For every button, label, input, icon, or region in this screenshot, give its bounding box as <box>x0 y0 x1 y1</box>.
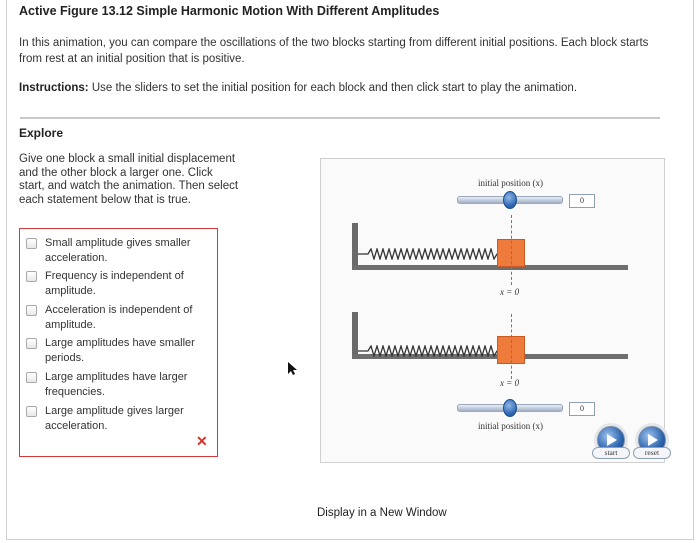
top-equilibrium-label: x = 0 <box>500 287 520 297</box>
bottom-slider-label: initial position (x) <box>478 421 543 431</box>
option-checkbox[interactable] <box>26 238 37 249</box>
option-label: Large amplitudes have smaller periods. <box>45 337 195 364</box>
display-new-window-link[interactable]: Display in a New Window <box>317 507 447 519</box>
incorrect-icon: ✕ <box>196 433 208 449</box>
instructions-text <box>19 82 659 94</box>
option-label: Large amplitudes have larger frequencies. <box>45 371 188 398</box>
top-equilibrium-line <box>511 215 512 285</box>
option-row[interactable] <box>26 269 210 298</box>
option-label: Acceleration is independent of amplitude. <box>45 304 193 331</box>
option-checkbox[interactable] <box>26 305 37 316</box>
option-row[interactable] <box>26 404 210 433</box>
simulation-panel <box>320 158 665 463</box>
option-checkbox[interactable] <box>26 338 37 349</box>
option-checkbox[interactable] <box>26 406 37 417</box>
bottom-slider-value[interactable]: 0 <box>569 402 595 416</box>
reset-label[interactable]: reset <box>633 447 671 459</box>
top-spring-icon <box>358 248 512 260</box>
explore-heading: Explore <box>19 126 64 140</box>
option-row[interactable] <box>26 336 210 365</box>
mouse-cursor-icon <box>288 362 298 376</box>
option-row[interactable] <box>26 303 210 332</box>
option-row[interactable] <box>26 370 210 399</box>
option-checkbox[interactable] <box>26 271 37 282</box>
top-slider-label: initial position (x) <box>478 178 543 188</box>
option-label: Large amplitude gives larger acceleration. <box>45 405 184 432</box>
bottom-spring-icon <box>358 345 512 357</box>
answer-options-box <box>19 228 218 457</box>
bottom-slider-knob[interactable] <box>503 399 517 417</box>
top-floor <box>352 265 628 270</box>
top-slider-knob[interactable] <box>503 191 517 209</box>
option-label: Frequency is independent of amplitude. <box>45 270 184 297</box>
start-label[interactable]: start <box>592 447 630 459</box>
top-slider-value[interactable]: 0 <box>569 194 595 208</box>
option-checkbox[interactable] <box>26 372 37 383</box>
option-label: Small amplitude gives smaller acceleration. <box>45 237 191 264</box>
instructions-label: Instructions: <box>19 82 89 94</box>
divider <box>20 117 660 119</box>
instructions-body: Use the sliders to set the initial position for each block and then click start to play the animation. <box>88 82 578 94</box>
page-title: Active Figure 13.12 Simple Harmonic Motion With Different Amplitudes <box>19 4 440 18</box>
bottom-equilibrium-label: x = 0 <box>500 378 520 388</box>
option-row[interactable] <box>26 236 210 265</box>
bottom-equilibrium-line <box>511 314 512 379</box>
explore-prompt: Give one block a small initial displacement and the other block a larger one. Click start, and watch the animation. Then select each statement below that is true. <box>19 153 239 206</box>
intro-text: In this animation, you can compare the oscillations of the two blocks starting from different initial positions. Each block starts from rest at an initial position that is positive. <box>19 37 649 65</box>
